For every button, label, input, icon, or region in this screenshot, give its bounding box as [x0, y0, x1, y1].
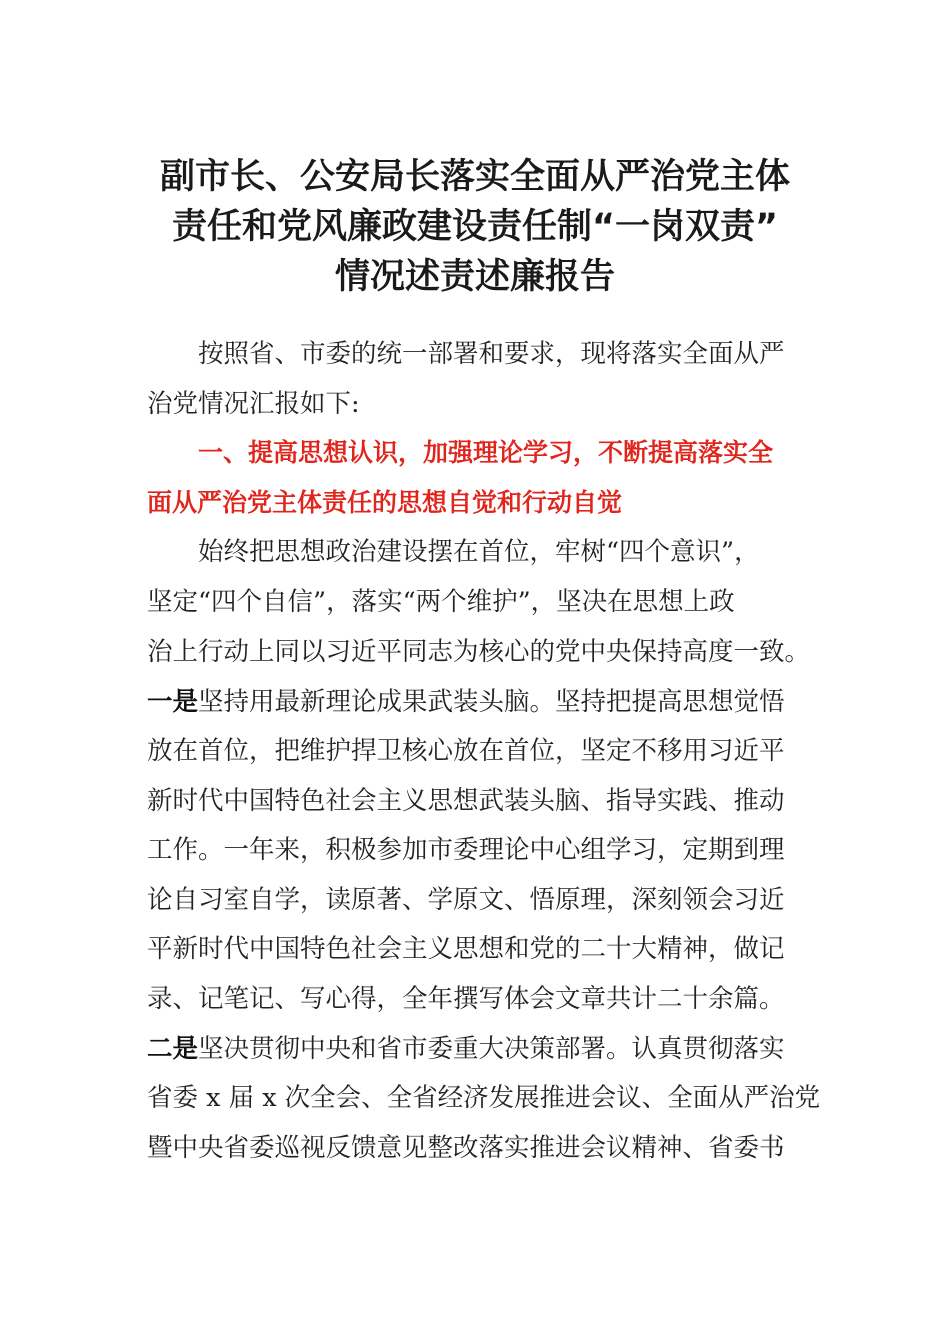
body-line-7: 工作。一年来，积极参加市委理论中心组学习，定期到理 [147, 835, 785, 865]
body-line-10: 录、记笔记、写心得，全年撰写体会文章共计二十余篇。 [147, 984, 785, 1014]
body-line-13: 暨中央省委巡视反馈意见整改落实推进会议精神、省委书 [147, 1133, 785, 1163]
body-line-2: 坚定“四个自信”，落实“两个维护”，坚决在思想上政 [147, 587, 735, 617]
intro-line-2: 治党情况汇报如下: [147, 389, 360, 419]
lead-marker-2: 二是 [147, 1034, 199, 1064]
title-line-1: 副市长、公安局长落实全面从严治党主体 [159, 157, 790, 197]
body-line-11-text: 坚决贯彻中央和省市委重大决策部署。认真贯彻落实 [198, 1034, 785, 1064]
intro-line-1: 按照省、市委的统一部署和要求，现将落实全面从严 [198, 339, 785, 369]
title-line-3: 情况述责述廉报告 [334, 257, 615, 297]
section-heading-line-1: 一、提高思想认识，加强理论学习，不断提高落实全 [198, 438, 774, 467]
title-line-2: 责任和党风廉政建设责任制“一岗双责” [171, 207, 778, 247]
body-line-12: 省委 x 届 x 次全会、全省经济发展推进会议、全面从严治党 [147, 1083, 821, 1113]
body-line-6: 新时代中国特色社会主义思想武装头脑、指导实践、推动 [147, 786, 785, 816]
body-line-9: 平新时代中国特色社会主义思想和党的二十大精神，做记 [147, 934, 785, 964]
body-line-1: 始终把思想政治建设摆在首位，牢树“四个意识”， [198, 537, 760, 567]
body-line-4-text: 坚持用最新理论成果武装头脑。坚持把提高思想觉悟 [198, 687, 785, 717]
body-line-5: 放在首位，把维护捍卫核心放在首位，坚定不移用习近平 [147, 736, 785, 766]
body-line-4 [147, 684, 785, 720]
section-heading-line-2: 面从严治党主体责任的思想自觉和行动自觉 [147, 488, 623, 517]
lead-marker-1: 一是 [147, 687, 199, 717]
body-line-11 [147, 1031, 785, 1067]
body-line-3: 治上行动上同以习近平同志为核心的党中央保持高度一致。 [147, 637, 811, 667]
body-line-8: 论自习室自学，读原著、学原文、悟原理，深刻领会习近 [147, 885, 785, 915]
